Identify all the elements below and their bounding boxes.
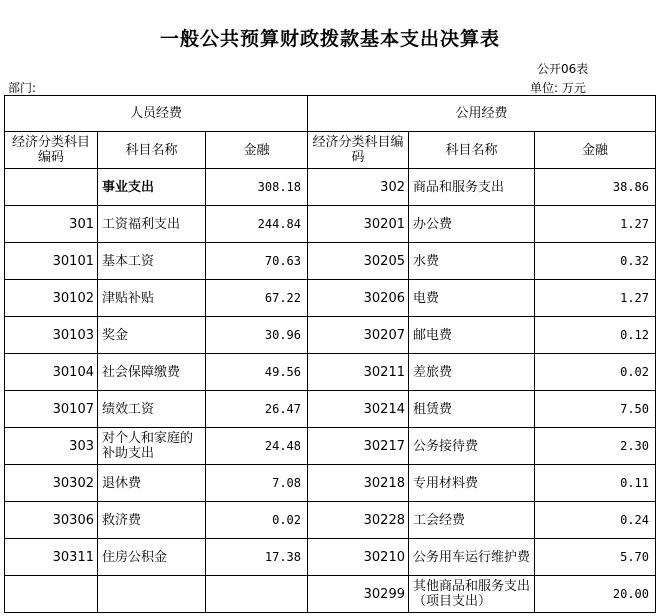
personnel-amount-cell: 49.56	[206, 354, 308, 391]
expenditure-table	[4, 95, 656, 613]
personnel-name-cell: 奖金	[98, 317, 206, 354]
public-code-cell: 30217	[308, 428, 409, 465]
table-row	[5, 539, 656, 576]
col-header-amount: 金融	[535, 132, 656, 169]
public-name-cell: 公务用车运行维护费	[409, 539, 535, 576]
public-amount-cell: 0.02	[535, 354, 656, 391]
personnel-name-cell: 绩效工资	[98, 391, 206, 428]
page-title: 一般公共预算财政拨款基本支出决算表	[159, 28, 500, 50]
table-row	[5, 428, 656, 465]
personnel-code-cell	[5, 576, 98, 613]
personnel-code-cell: 30102	[5, 280, 98, 317]
personnel-amount-cell: 24.48	[206, 428, 308, 465]
public-amount-cell: 38.86	[535, 169, 656, 206]
group-header-public: 公用经费	[308, 96, 656, 132]
table-row	[5, 280, 656, 317]
public-amount-cell: 0.12	[535, 317, 656, 354]
col-header-code: 经济分类科目编码	[5, 132, 98, 169]
public-name-cell: 商品和服务支出	[409, 169, 535, 206]
personnel-name-cell: 津贴补贴	[98, 280, 206, 317]
table-row	[5, 206, 656, 243]
table-row	[5, 317, 656, 354]
form-number: 公开06表	[537, 62, 589, 76]
public-amount-cell: 0.11	[535, 465, 656, 502]
personnel-amount-cell: 7.08	[206, 465, 308, 502]
table-row	[5, 243, 656, 280]
table-row	[5, 391, 656, 428]
personnel-amount-cell: 70.63	[206, 243, 308, 280]
public-amount-cell: 5.70	[535, 539, 656, 576]
personnel-code-cell	[5, 169, 98, 206]
public-name-cell: 公务接待费	[409, 428, 535, 465]
col-header-name: 科目名称	[98, 132, 206, 169]
public-amount-cell: 1.27	[535, 280, 656, 317]
public-name-cell: 其他商品和服务支出（项目支出）	[409, 576, 535, 613]
personnel-amount-cell	[206, 576, 308, 613]
group-header-personnel: 人员经费	[5, 96, 308, 132]
personnel-code-cell: 30302	[5, 465, 98, 502]
public-amount-cell: 0.32	[535, 243, 656, 280]
public-name-cell: 电费	[409, 280, 535, 317]
personnel-code-cell: 303	[5, 428, 98, 465]
public-amount-cell: 0.24	[535, 502, 656, 539]
personnel-code-cell: 30306	[5, 502, 98, 539]
public-amount-cell: 7.50	[535, 391, 656, 428]
public-code-cell: 30214	[308, 391, 409, 428]
personnel-amount-cell: 17.38	[206, 539, 308, 576]
personnel-amount-cell: 67.22	[206, 280, 308, 317]
public-amount-cell: 2.30	[535, 428, 656, 465]
table-row	[5, 169, 656, 206]
personnel-code-cell: 301	[5, 206, 98, 243]
personnel-amount-cell: 308.18	[206, 169, 308, 206]
personnel-amount-cell: 30.96	[206, 317, 308, 354]
col-header-code: 经济分类科目编码	[308, 132, 409, 169]
personnel-name-cell: 救济费	[98, 502, 206, 539]
personnel-code-cell: 30101	[5, 243, 98, 280]
personnel-code-cell: 30104	[5, 354, 98, 391]
table-row	[5, 502, 656, 539]
table-row	[5, 465, 656, 502]
public-name-cell: 水费	[409, 243, 535, 280]
personnel-name-cell: 工资福利支出	[98, 206, 206, 243]
public-code-cell: 30211	[308, 354, 409, 391]
public-code-cell: 30201	[308, 206, 409, 243]
public-name-cell: 租赁费	[409, 391, 535, 428]
personnel-amount-cell: 26.47	[206, 391, 308, 428]
personnel-code-cell: 30311	[5, 539, 98, 576]
public-name-cell: 办公费	[409, 206, 535, 243]
department-label: 部门:	[8, 81, 37, 95]
personnel-name-cell	[98, 576, 206, 613]
public-code-cell: 30228	[308, 502, 409, 539]
personnel-name-cell: 社会保障缴费	[98, 354, 206, 391]
public-code-cell: 30205	[308, 243, 409, 280]
personnel-name-cell: 住房公积金	[98, 539, 206, 576]
personnel-code-cell: 30107	[5, 391, 98, 428]
personnel-amount-cell: 0.02	[206, 502, 308, 539]
personnel-amount-cell: 244.84	[206, 206, 308, 243]
public-code-cell: 30207	[308, 317, 409, 354]
public-name-cell: 邮电费	[409, 317, 535, 354]
personnel-name-cell: 对个人和家庭的补助支出	[98, 428, 206, 465]
public-name-cell: 工会经费	[409, 502, 535, 539]
public-code-cell: 30206	[308, 280, 409, 317]
public-amount-cell: 1.27	[535, 206, 656, 243]
col-header-name: 科目名称	[409, 132, 535, 169]
unit-label: 单位: 万元	[530, 81, 586, 95]
public-amount-cell: 20.00	[535, 576, 656, 613]
public-code-cell: 30210	[308, 539, 409, 576]
public-code-cell: 30218	[308, 465, 409, 502]
table-row	[5, 354, 656, 391]
public-name-cell: 专用材料费	[409, 465, 535, 502]
personnel-name-cell: 退休费	[98, 465, 206, 502]
personnel-name-cell: 基本工资	[98, 243, 206, 280]
public-code-cell: 302	[308, 169, 409, 206]
personnel-name-cell: 事业支出	[98, 169, 206, 206]
personnel-code-cell: 30103	[5, 317, 98, 354]
table-row	[5, 576, 656, 613]
public-name-cell: 差旅费	[409, 354, 535, 391]
public-code-cell: 30299	[308, 576, 409, 613]
col-header-amount: 金融	[206, 132, 308, 169]
